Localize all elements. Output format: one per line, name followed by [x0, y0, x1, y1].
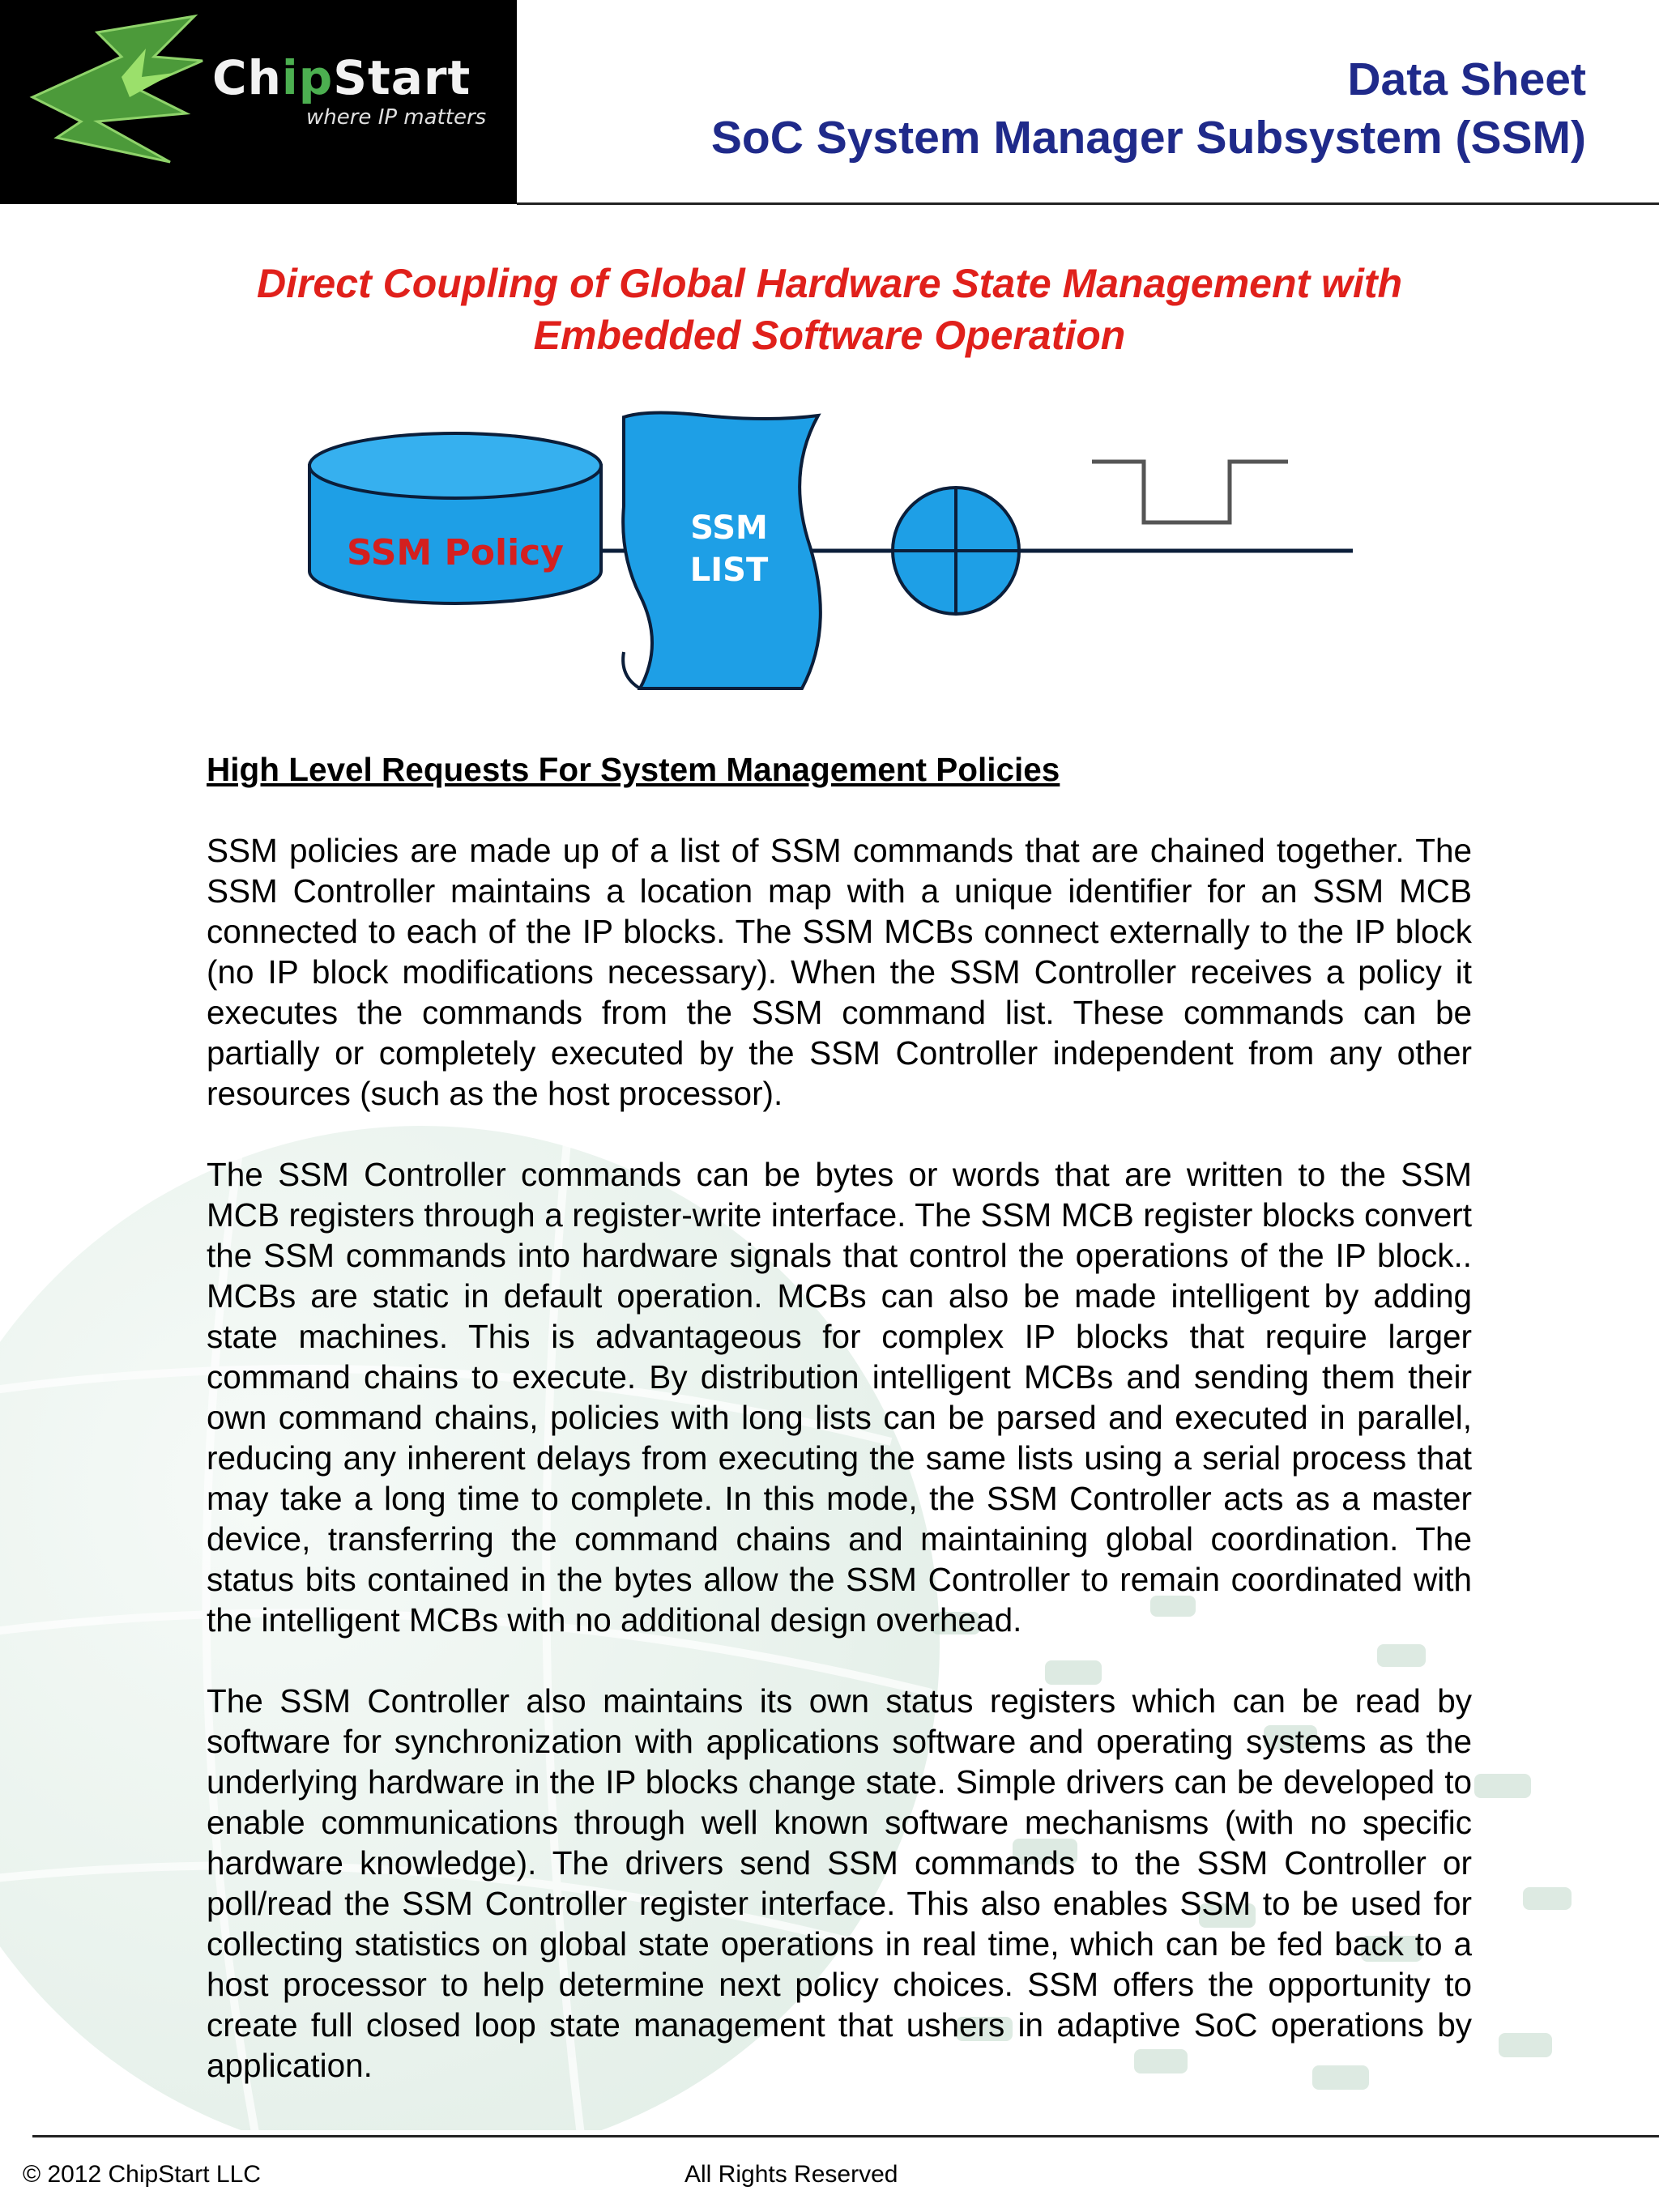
headline-line-2: Embedded Software Operation [533, 313, 1126, 358]
header-divider [517, 202, 1659, 205]
ssm-list-label-2: LIST [689, 552, 769, 589]
footer-copyright: © 2012 ChipStart LLC [23, 2161, 261, 2188]
company-logo [0, 0, 517, 204]
ssm-policy-cylinder [309, 433, 601, 603]
headline-line-1: Direct Coupling of Global Hardware State Management with [256, 261, 1403, 306]
logo-tagline: where IP matters [306, 105, 487, 130]
ssm-diagram [300, 409, 1369, 701]
footer-divider [32, 2135, 1659, 2137]
paragraph-3: The SSM Controller also maintains its own status registers which can be read by software for synchronization with applications software and operating systems as the underlying hardware in the IP blocks change state. Simple drivers can be developed to enable communications through well known software mechanisms (with no specific hardware knowledge). The drivers send SSM commands to the SSM Controller or poll/read the SSM Controller register interface. This also enables SSM to be used for collecting statistics on global state operations in real time, which can be fed back to a host processor to help determine next policy choices. SSM offers the opportunity to create full closed loop state management that ushers in adaptive SoC operations by application. [207, 1682, 1472, 2084]
ssm-policy-label: SSM Policy [347, 532, 564, 573]
document-title [711, 50, 1586, 167]
ssm-list-scroll [623, 412, 821, 688]
title-line-1: Data Sheet [1347, 53, 1586, 105]
title-line-2: SoC System Manager Subsystem (SSM) [710, 112, 1586, 164]
ssm-list-label-1: SSM [690, 509, 768, 547]
page-header [0, 0, 1659, 204]
pulse-waveform-icon [1092, 462, 1288, 522]
paragraph-2: The SSM Controller commands can be bytes or words that are written to the SSM MCB registers through a register-write interface. The SSM MCB register blocks convert the SSM commands into hardware signals that control the operations of the IP block.. MCBs are static in default operation. MCBs can also be made intelligent by adding state machines. This is advantageous for complex IP blocks that require larger command chains to execute. By distribution intelligent MCBs and sending them their own command chains, policies with long lists can be parsed and executed in parallel, reducing any inherent delays from executing the same lists using a serial process that may take a long time to complete. In this mode, the SSM Controller acts as a master device, transferring the command chains and maintaining global coordination. The status bits contained in the bytes allow the SSM Controller to remain coordinated with the intelligent MCBs with no additional design overhead. [207, 1156, 1472, 1639]
paragraph-1: SSM policies are made up of a list of SSM commands that are chained together. The SSM Controller maintains a location map with a unique identifier for an SSM MCB connected to each of the IP blocks. The SSM MCBs connect externally to the IP block (no IP block modifications necessary). When the SSM Controller receives a policy it executes the commands from the SSM command list. These commands can be partially or completely executed by the SSM Controller independent from any other resources (such as the host processor). [207, 832, 1472, 1112]
section-heading: High Level Requests For System Management Policies [207, 751, 1060, 788]
logo-wordmark: ChipStart [212, 50, 471, 105]
footer-rights: All Rights Reserved [684, 2161, 898, 2188]
crosshair-circle-icon [893, 488, 1019, 614]
content-section [207, 749, 1472, 2126]
headline [162, 258, 1497, 361]
